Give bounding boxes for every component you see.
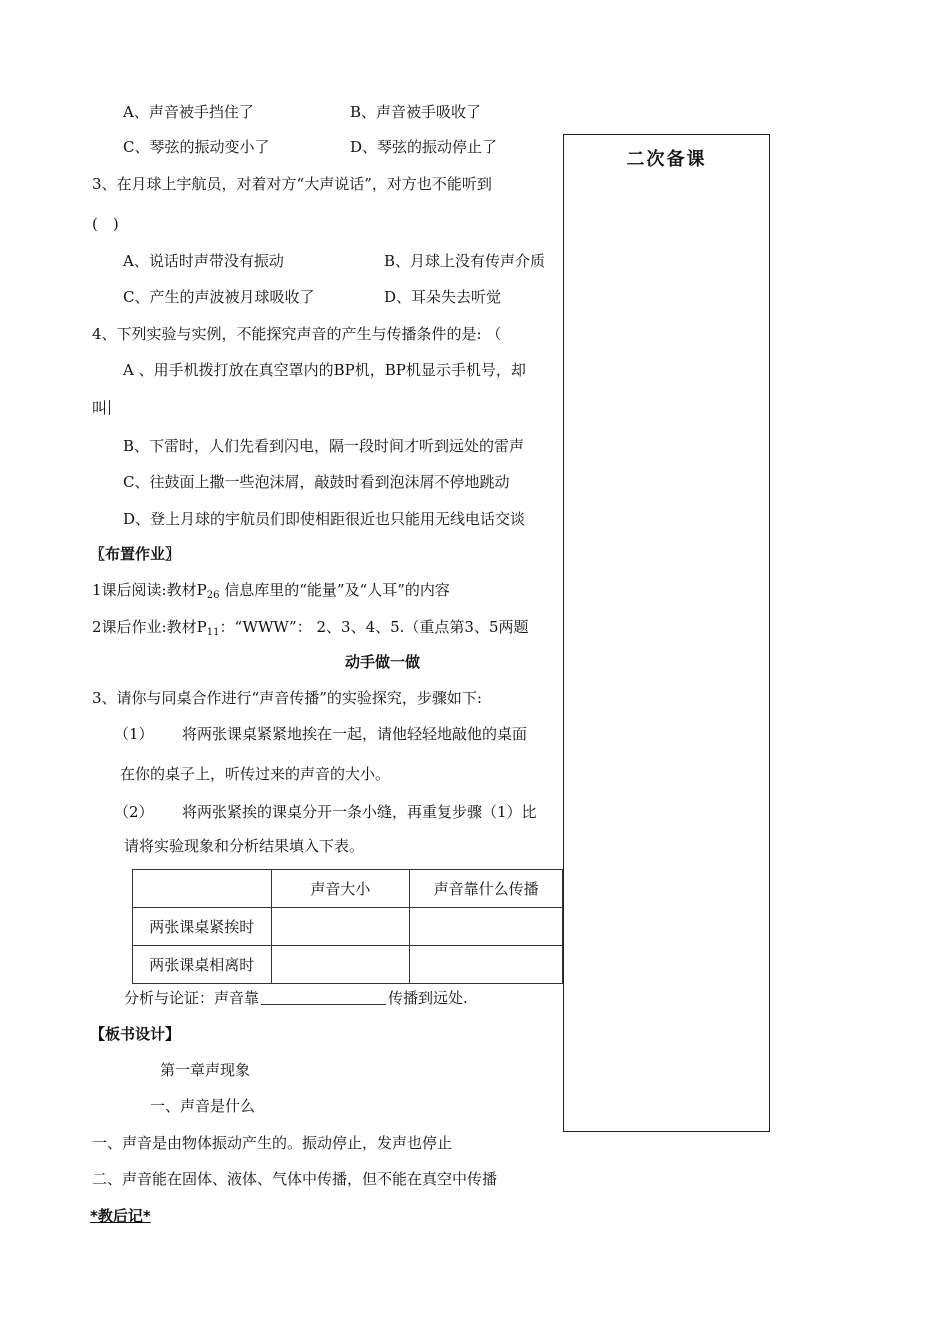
experiment-table [132,869,563,985]
q3-option-d: D、耳朵失去听觉 [384,288,502,306]
afterword-heading: *教后记* [90,1207,151,1225]
q4-option-a-continued: 叫 [92,398,110,418]
table-header-cell [133,870,272,908]
step-1-number: （1） [114,725,154,743]
table-header-row [133,870,563,908]
homework-item-1: 1课后阅读:教材$P_{26}$ 信息库里的“能量”及“人耳”的内容 [92,581,450,601]
board-chapter: 第一章声现象 [160,1061,251,1079]
table-header-cell: 声音大小 [271,870,410,908]
table-cell [271,908,410,946]
board-point-1: 一、声音是由物体振动产生的。振动停止，发声也停止 [92,1134,453,1152]
q3-option-b: B、月球上没有传声介质 [384,252,546,270]
q4-option-d: D、登上月球的宇航员们即使相距很近也只能用无线电话交谈 [123,510,526,528]
table-row-label: 两张课桌紧挨时 [133,908,272,946]
step-1-text: 将两张课桌紧紧地挨在一起，请他轻轻地敲他的桌面 [182,725,528,743]
step-2-text: 将两张紧挨的课桌分开一条小缝，再重复步骤（1）比 [182,803,537,821]
step-1-continued: 在你的桌子上，听传过来的声音的大小。 [120,765,391,783]
step-2-number: （2） [114,803,154,821]
secondary-prep-title: 二次备课 [626,149,707,170]
q3-option-a: A、说话时声带没有振动 [123,252,284,270]
homework-heading: 〖布置作业〗 [90,545,181,563]
q4-option-b: B、下雷时，人们先看到闪电，隔一段时间才听到远处的雷声 [123,437,525,455]
q2-option-c: C、琴弦的振动变小了 [123,138,270,156]
table-row-label: 两张课桌相离时 [133,946,272,984]
q4-option-a: A 、用手机拨打放在真空罩内的BP机，BP机显示手机号，却 [123,361,526,379]
board-section: 一、声音是什么 [150,1097,256,1115]
table-header-cell: 声音靠什么传播 [410,870,563,908]
homework-item-2: 2课后作业:教材$P_{11}$：“WWW”： 2、3、4、5.（重点第3、5两题 [92,618,529,638]
q3-stem: 3、在月球上宇航员，对着对方“大声说话”，对方也不能听到 [92,175,492,193]
q3-option-c: C、产生的声波被月球吸收了 [123,288,315,306]
q4-option-c: C、往鼓面上撒一些泡沫屑，敲鼓时看到泡沫屑不停地跳动 [123,473,510,491]
analysis-line: 分析与论证：声音靠 传播到远处. [124,989,468,1007]
analysis-blank [261,990,386,1005]
step-2-continued: 请将实验现象和分析结果填入下表。 [124,837,365,855]
table-cell [410,946,563,984]
table-cell [271,946,410,984]
secondary-prep-panel [563,134,770,1132]
table-cell [410,908,563,946]
q2-option-b: B、声音被手吸收了 [350,103,482,121]
q2-option-a: A、声音被手挡住了 [123,103,254,121]
board-point-2: 二、声音能在固体、液体、气体中传播，但不能在真空中传播 [92,1170,498,1188]
activity-intro: 3、请你与同桌合作进行“声音传播”的实验探究，步骤如下: [92,689,482,707]
q2-option-d: D、琴弦的振动停止了 [350,138,498,156]
board-heading: 【板书设计】 [90,1025,181,1043]
q4-stem: 4、下列实验与实例，不能探究声音的产生与传播条件的是: （ [92,325,502,343]
activity-heading: 动手做一做 [345,653,421,671]
table-row [133,908,563,946]
q3-answer-paren: ( ) [92,215,119,233]
table-row [133,946,563,984]
